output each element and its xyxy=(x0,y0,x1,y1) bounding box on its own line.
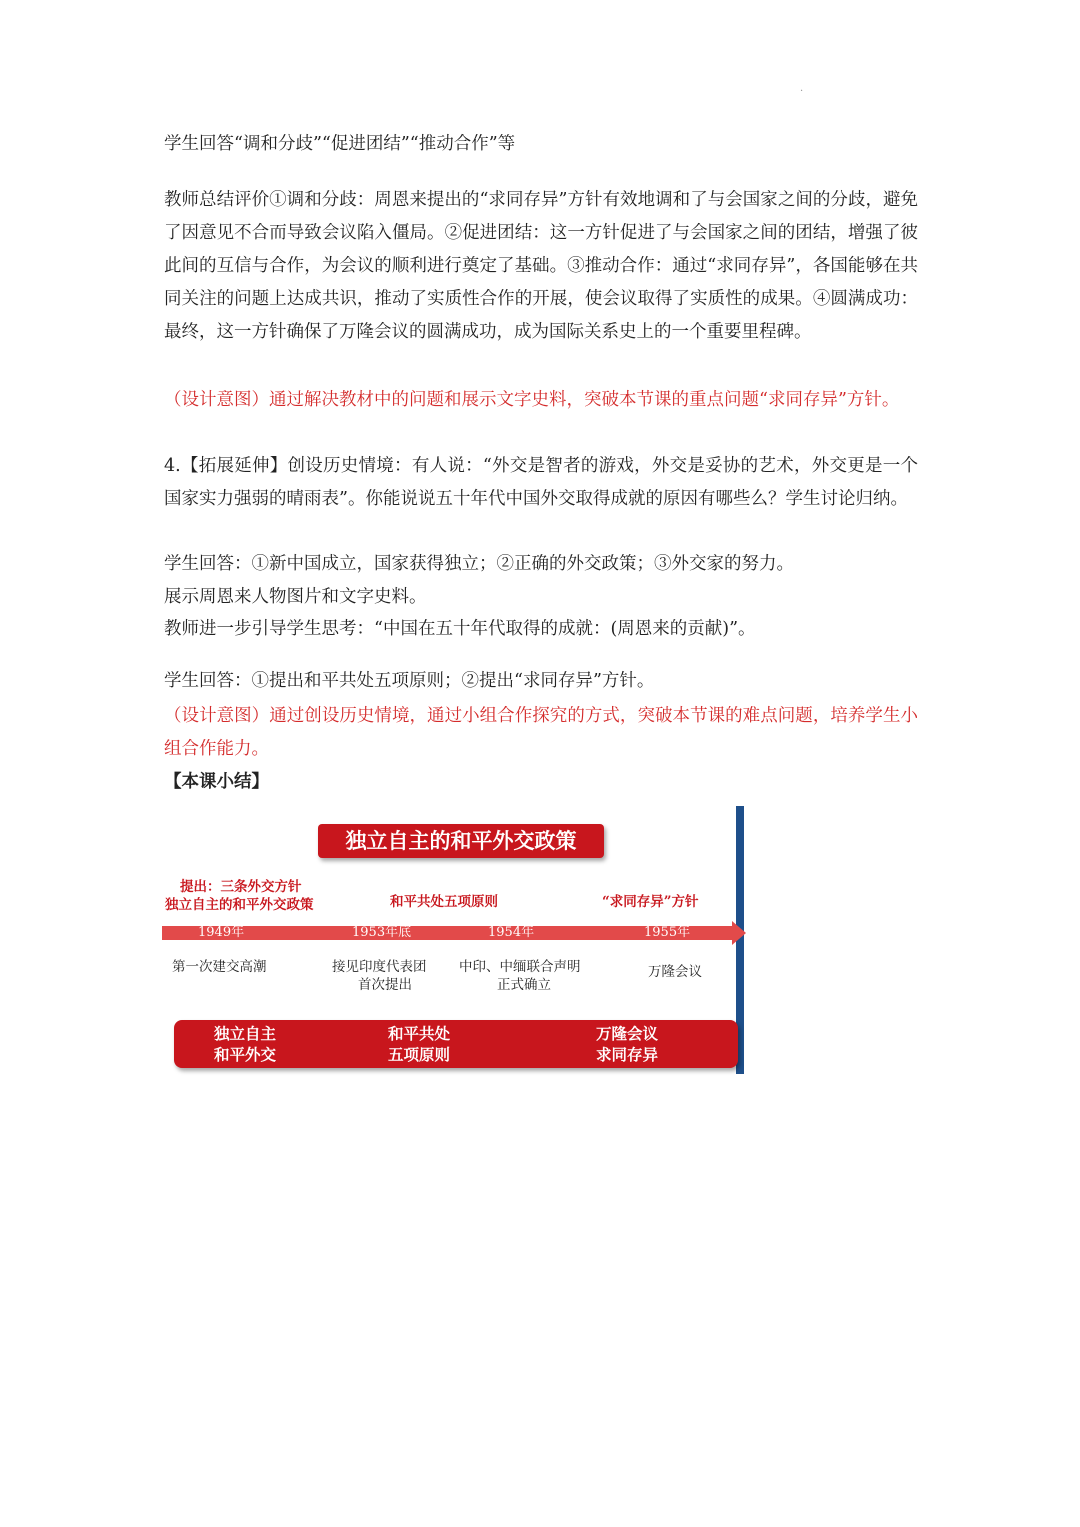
paragraph-student-answer-3: 学生回答：①提出和平共处五项原则；②提出“求同存异”方针。 xyxy=(164,671,655,691)
paragraph-design-intent-2: （设计意图）通过创设历史情境，通过小组合作探究的方式，突破本节课的难点问题，培养学生小组合作能力。 xyxy=(164,706,918,759)
paragraph-student-answer-2: 学生回答：①新中国成立，国家获得独立；②正确的外交政策；③外交家的努力。 xyxy=(164,554,794,574)
stray-dot: · xyxy=(800,86,804,97)
paragraph-extension: 4.【拓展延伸】创设历史情境：有人说：“外交是智者的游戏，外交是妥协的艺术，外交更是一个国家实力强弱的晴雨表”。你能说说五十年代中国外交取得成就的原因有哪些么？学生讨论归纳。 xyxy=(164,456,918,509)
bar-text-3-line1: 万隆会议 xyxy=(596,1024,659,1043)
year-1954: 1954年 xyxy=(488,925,535,940)
paragraph-design-intent-1: （设计意图）通过解决教材中的问题和展示文字史料，突破本节课的重点问题“求同存异”方针。 xyxy=(164,390,900,410)
summary-heading: 【本课小结】 xyxy=(164,772,269,792)
label-independent-policy: 独立自主的和平外交政策 xyxy=(165,897,314,913)
event-india-delegation: 接见印度代表团 xyxy=(332,959,427,975)
event-bandung-conference: 万隆会议 xyxy=(648,964,702,980)
event-first-proposed: 首次提出 xyxy=(358,977,412,993)
bar-text-2-line1: 和平共处 xyxy=(388,1024,451,1043)
bar-text-2-line2: 五项原则 xyxy=(388,1045,451,1064)
paragraph-show-materials: 展示周恩来人物图片和文字史料。 xyxy=(164,587,427,607)
bar-text-1-line1: 独立自主 xyxy=(214,1024,277,1043)
event-joint-statements: 中印、中缅联合声明 xyxy=(459,959,581,975)
label-seek-common-ground: “求同存异”方针 xyxy=(602,894,699,910)
event-first-diplomatic-wave: 第一次建交高潮 xyxy=(172,959,267,975)
paragraph-teacher-guide: 教师进一步引导学生思考：“中国在五十年代取得的成就：(周恩来的贡献)”。 xyxy=(164,619,756,639)
year-1955: 1955年 xyxy=(644,925,691,940)
diagram-title: 独立自主的和平外交政策 xyxy=(318,824,604,858)
year-1949: 1949年 xyxy=(198,925,245,940)
timeline-arrow-head xyxy=(732,921,746,945)
label-three-policies: 提出：三条外交方针 xyxy=(180,879,302,895)
bar-text-1-line2: 和平外交 xyxy=(214,1045,277,1064)
bar-text-3-line2: 求同存异 xyxy=(596,1045,659,1064)
summary-diagram xyxy=(162,806,748,1074)
paragraph-teacher-summary: 教师总结评价①调和分歧：周恩来提出的“求同存异”方针有效地调和了与会国家之间的分歧，避免了因意见不合而导致会议陷入僵局。②促进团结：这一方针促进了与会国家之间的团结，增强了彼此间的互信与合作，为会议的顺利进行奠定了基础。③推动合作：通过“求同存异”，各国能够在共同关注的问题上达成共识，推动了实质性合作的开展，使会议取得了实质性的成果。④圆满成功：最终，这一方针确保了万隆会议的圆满成功，成为国际关系史上的一个重要里程碑。 xyxy=(164,190,918,342)
label-five-principles: 和平共处五项原则 xyxy=(390,894,498,910)
event-formally-established: 正式确立 xyxy=(497,977,551,993)
paragraph-student-answer-1: 学生回答“调和分歧”“促进团结”“推动合作”等 xyxy=(164,134,516,154)
summary-bar xyxy=(174,1020,738,1068)
year-1953: 1953年底 xyxy=(352,925,412,940)
